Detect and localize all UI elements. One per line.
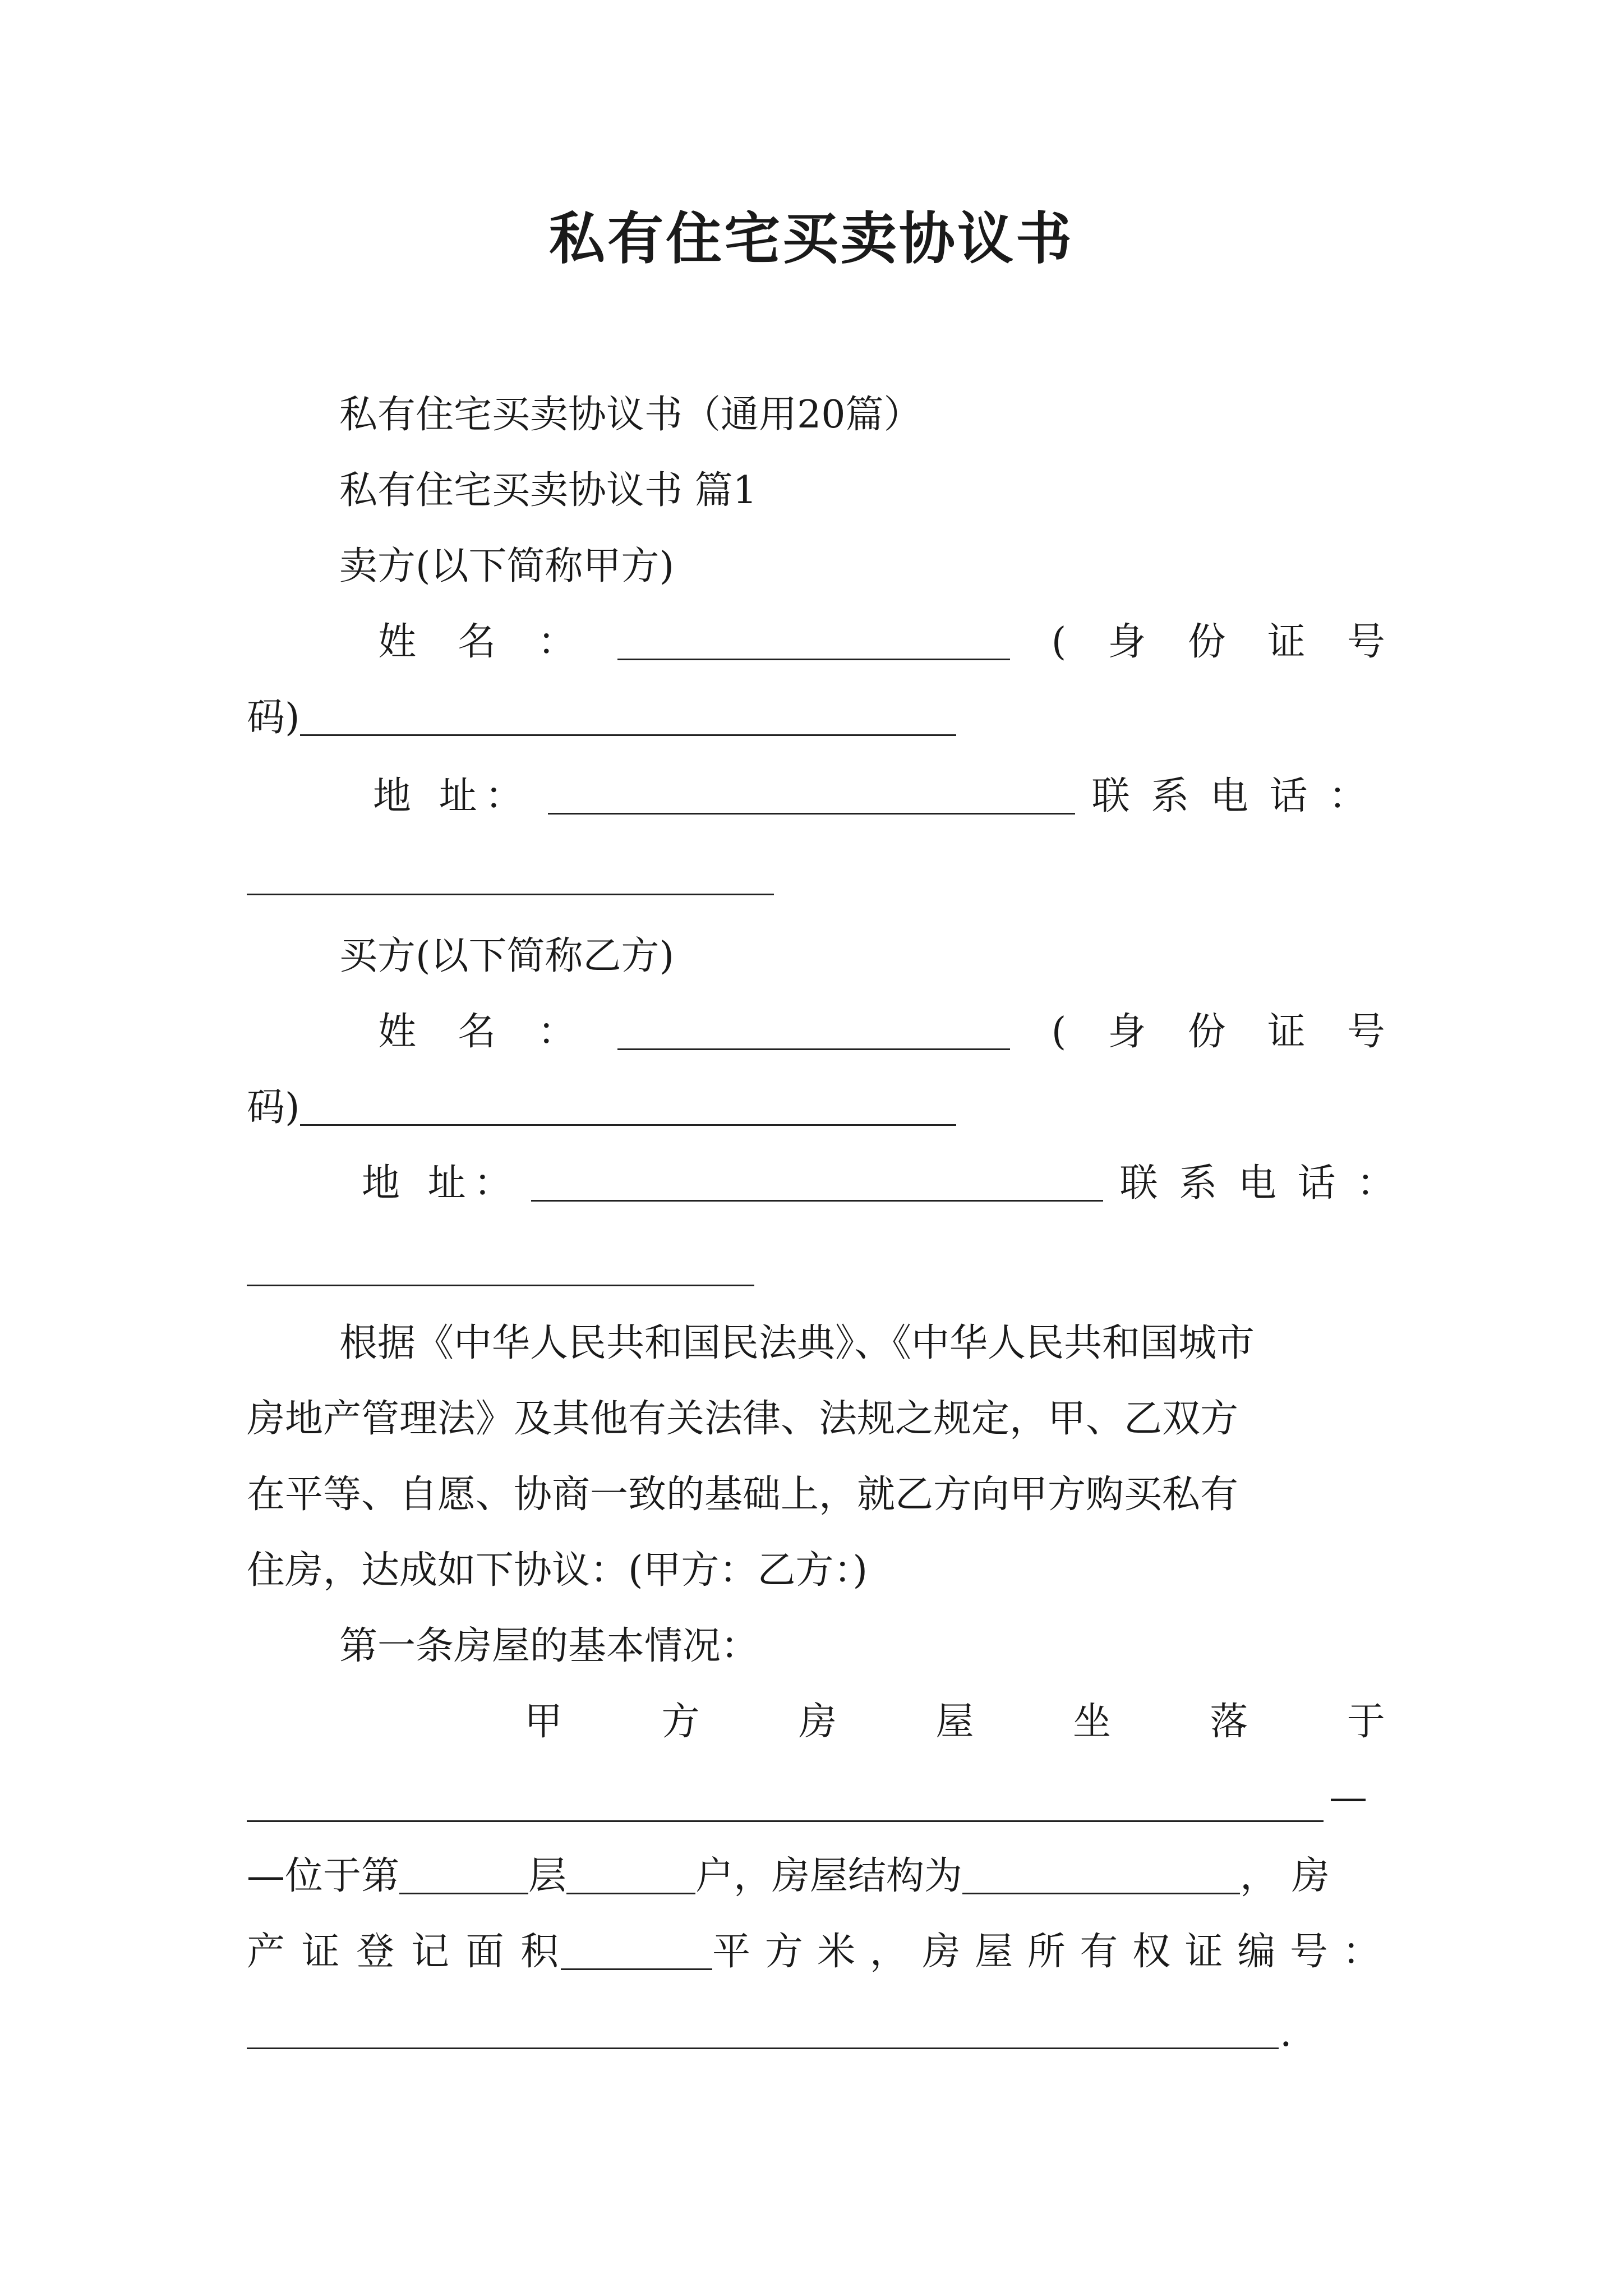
id-label-char: 身 (1108, 620, 1146, 664)
name-label-char: 姓 (378, 620, 417, 664)
floor-prefix: —位于第 (247, 1854, 400, 1898)
name-label-char: ： (537, 620, 576, 664)
location-char: 坐 (1072, 1700, 1111, 1744)
location-char: 方 (661, 1700, 700, 1744)
structure-label: 户，房屋结构为 (695, 1854, 963, 1898)
id-label-char: 号 (1347, 1010, 1385, 1054)
id-label-tail: 码) (247, 696, 300, 740)
id-label-char: 份 (1187, 1010, 1226, 1054)
article-heading: 私有住宅买卖协议书 篇1 (339, 468, 757, 513)
location-char: 屋 (935, 1700, 974, 1744)
clause1-heading: 第一条房屋的基本情况： (339, 1624, 759, 1668)
seller-heading: 卖方(以下简称甲方) (339, 544, 675, 588)
intro-line: 住房，达成如下协议：(甲方：乙方：) (247, 1548, 868, 1593)
buyer-address-blank[interactable] (531, 1163, 1103, 1202)
address-label: 地 址： (362, 1161, 520, 1205)
seller-id-row (247, 690, 1385, 746)
buyer-id-blank[interactable] (300, 1087, 956, 1126)
location-blank[interactable] (247, 1820, 1324, 1822)
certificate-blank[interactable] (247, 2047, 1279, 2049)
buyer-heading: 买方(以下简称乙方) (339, 934, 675, 978)
floor-blank[interactable] (399, 1856, 528, 1894)
buyer-address-row (247, 1156, 1400, 1212)
name-label-char: 姓 (378, 1010, 417, 1054)
buyer-name-blank[interactable] (617, 1011, 1010, 1050)
name-label-char: ： (537, 1010, 576, 1054)
id-label-char: 证 (1267, 1010, 1306, 1054)
seller-name-blank[interactable] (617, 622, 1010, 660)
area-line (247, 1924, 1385, 1980)
document-title: 私有住宅买卖协议书 (549, 205, 1074, 272)
id-label-char: 份 (1187, 620, 1226, 664)
intro-line: 在平等、自愿、协商一致的基础上，就乙方向甲方购买私有 (247, 1473, 1239, 1517)
seller-phone-blank[interactable] (247, 894, 774, 895)
location-line (524, 1694, 1385, 1750)
buyer-id-row (247, 1080, 1385, 1136)
seller-id-blank[interactable] (300, 697, 956, 736)
address-label: 地 址： (373, 774, 531, 818)
area-unit-label: 平 方 米 ， 房 屋 所 有 权 证 编 号 ： (712, 1930, 1382, 1974)
document-subtitle: 私有住宅买卖协议书（通用20篇） (339, 393, 922, 437)
floor-line-end: ，房 (1240, 1854, 1344, 1898)
location-char: 甲 (524, 1700, 563, 1744)
id-label-char: 证 (1267, 620, 1306, 664)
structure-blank[interactable] (962, 1856, 1240, 1894)
unit-blank[interactable] (566, 1856, 695, 1894)
buyer-phone-blank[interactable] (247, 1285, 754, 1286)
intro-line: 根据《中华人民共和国民法典》、《中华人民共和国城市 (339, 1321, 1255, 1365)
floor-layer-label: 层 (528, 1854, 567, 1898)
location-char: 于 (1347, 1700, 1385, 1744)
area-blank[interactable] (561, 1931, 712, 1970)
id-label-char: 身 (1108, 1010, 1146, 1054)
area-prefix: 产 证 登 记 面 积 (247, 1930, 561, 1974)
buyer-name-row (247, 1004, 1385, 1060)
phone-label: 联 系 电 话 ： (1119, 1161, 1400, 1205)
location-char: 落 (1210, 1700, 1248, 1744)
name-label-char: 名 (458, 1010, 496, 1054)
dash-tail: — (1329, 1775, 1367, 1820)
seller-address-row (247, 769, 1385, 825)
phone-label: 联 系 电 话 ： (1091, 774, 1372, 818)
floor-line (247, 1848, 1385, 1904)
location-char: 房 (798, 1700, 837, 1744)
id-label-char: ( (1051, 1010, 1067, 1054)
seller-name-row (247, 614, 1385, 670)
id-label-char: ( (1051, 620, 1067, 664)
id-label-tail: 码) (247, 1085, 300, 1130)
name-label-char: 名 (458, 620, 496, 664)
final-period: . (1280, 2011, 1292, 2055)
intro-line: 房地产管理法》及其他有关法律、法规之规定，甲、乙双方 (247, 1397, 1239, 1441)
id-label-char: 号 (1347, 620, 1385, 664)
seller-address-blank[interactable] (548, 776, 1075, 815)
